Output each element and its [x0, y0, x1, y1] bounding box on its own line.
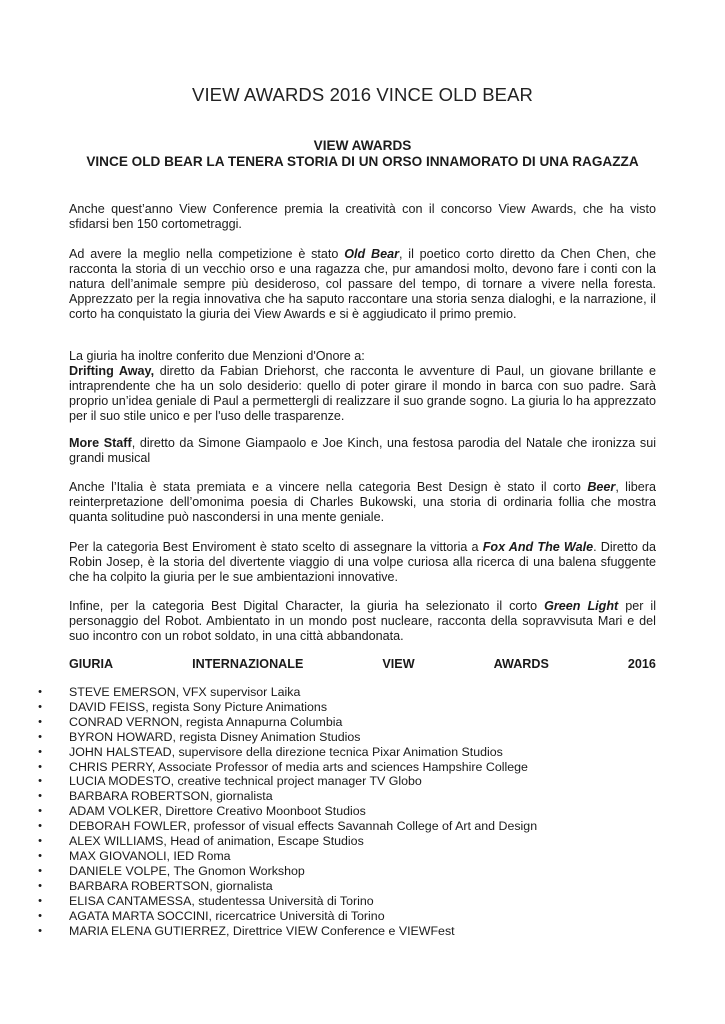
film-title-green-light: Green Light — [544, 599, 619, 613]
bullet-icon: • — [38, 864, 42, 877]
paragraph-intro — [69, 202, 656, 232]
jury-member: ALEX WILLIAMS, Head of animation, Escape Studios — [69, 834, 364, 849]
bullet-icon: • — [38, 820, 42, 833]
bullet-icon: • — [38, 894, 42, 907]
paragraph-best-environment — [69, 540, 656, 585]
jury-member: MAX GIOVANOLI, IED Roma — [69, 848, 231, 863]
film-title-drifting-away: Drifting Away, — [69, 364, 155, 379]
jury-member: DEBORAH FOWLER, professor of visual effects Savannah College of Art and Design — [69, 819, 538, 834]
subtitle-headline: VINCE OLD BEAR LA TENERA STORIA DI UN ORSO INNAMORATO DI UNA RAGAZZA — [86, 154, 639, 169]
paragraph-best-digital-character — [69, 599, 656, 644]
list-item — [35, 849, 537, 864]
film-title-fox-and-the-wale: Fox And The Wale — [482, 540, 594, 554]
list-item — [35, 760, 537, 775]
bullet-icon: • — [38, 775, 42, 788]
list-item — [35, 789, 537, 804]
list-item — [35, 715, 537, 730]
jury-member: ADAM VOLKER, Direttore Creativo Moonboot Studios — [69, 804, 366, 819]
page-title: VIEW AWARDS 2016 VINCE OLD BEAR — [192, 84, 533, 105]
jury-heading-word: INTERNAZIONALE — [192, 657, 304, 671]
jury-member: ELISA CANTAMESSA, studentessa Università di Torino — [69, 893, 374, 908]
bullet-icon: • — [38, 745, 42, 758]
bullet-icon: • — [38, 700, 42, 713]
bullet-icon: • — [38, 909, 42, 922]
paragraph-text: , diretto da Simone Giampaolo e Joe Kinch, una festosa parodia del Natale che ironizza sui grandi musical — [69, 436, 657, 466]
list-item — [35, 804, 537, 819]
paragraph-best-design — [69, 480, 656, 525]
list-item — [35, 819, 537, 834]
paragraph-text: Anche l’Italia è stata premiata e a vincere nella categoria Best Design è stato il corto — [69, 480, 588, 494]
jury-member: LUCIA MODESTO, creative technical project manager TV Globo — [69, 774, 422, 789]
paragraph-text: Infine, per la categoria Best Digital Character, la giuria ha selezionato il corto — [69, 599, 545, 613]
list-item — [35, 730, 537, 745]
bullet-icon: • — [38, 790, 42, 803]
jury-member: BYRON HOWARD, regista Disney Animation Studios — [69, 729, 361, 744]
list-item — [35, 924, 537, 939]
list-item — [35, 700, 537, 715]
list-item — [35, 834, 537, 849]
jury-member: CHRIS PERRY, Associate Professor of media arts and sciences Hampshire College — [69, 759, 528, 774]
paragraph-text: per il personaggio del Robot. Ambientato in un mondo post nucleare, racconta della sopravvisuta Mari e del suo incontro con un robot soldato, in una città abbandonata. — [69, 599, 656, 644]
jury-heading-word: VIEW — [382, 657, 415, 671]
paragraph-text: , il poetico corto diretto da Chen Chen, che racconta la storia di un vecchio orso e una ragazza che, pur amandosi molto, devono fare i conti con la natura dell’animale sempre più desideroso, col passare del tempo, di tornare a vivere nella foresta. Apprezzato per la regia innovativa che ha saputo raccontare una storia senza dialoghi, e la narrazione, il corto ha conquistato la giuria dei View Awards e si è aggiudicato il primo premio. — [69, 247, 656, 322]
film-title-beer: Beer — [587, 480, 616, 494]
jury-heading — [69, 657, 656, 671]
paragraph-text: Per la categoria Best Enviroment è stato scelto di assegnare la vittoria a — [69, 540, 483, 554]
paragraph-text: Ad avere la meglio nella competizione è stato — [69, 247, 345, 261]
film-title-more-staff: More Staff — [69, 436, 132, 450]
paragraph-text: . Diretto da Robin Josep, è la storia del divertente viaggio di una volpe curiosa alla ricerca di una balena sfuggente che ha colpito la giuria per le sue ambientazioni innovative. — [69, 540, 656, 585]
paragraph-more-staff — [69, 436, 656, 466]
paragraph-text: La giuria ha inoltre conferito due Menzioni d'Onore a: — [69, 349, 365, 363]
bullet-icon: • — [38, 805, 42, 818]
jury-member: JOHN HALSTEAD, supervisore della direzione tecnica Pixar Animation Studios — [69, 744, 503, 759]
bullet-icon: • — [38, 730, 42, 743]
paragraph-intro-text: Anche quest’anno View Conference premia la creatività con il concorso View Awards, che ha visto sfidarsi ben 150 cortometraggi. — [69, 202, 656, 232]
paragraph-text: , libera reinterpretazione dell’omonima poesia di Charles Bukowski, una storia di ordinaria follia che mostra quanta solitudine può nascondersi in una mente geniale. — [69, 480, 656, 525]
bullet-icon: • — [38, 715, 42, 728]
list-item — [35, 894, 537, 909]
jury-member: AGATA MARTA SOCCINI, ricercatrice Università di Torino — [69, 908, 385, 923]
jury-member: BARBARA ROBERTSON, giornalista — [69, 789, 273, 804]
bullet-icon: • — [38, 760, 42, 773]
bullet-icon: • — [38, 849, 42, 862]
jury-member: BARBARA ROBERTSON, giornalista — [69, 878, 273, 893]
jury-member: STEVE EMERSON, VFX supervisor Laika — [69, 685, 301, 699]
bullet-icon: • — [38, 835, 42, 848]
list-item — [35, 745, 537, 760]
list-item — [35, 685, 537, 700]
jury-heading-word: AWARDS — [493, 657, 549, 671]
list-item — [35, 864, 537, 879]
jury-member: CONRAD VERNON, regista Annapurna Columbia — [69, 714, 343, 729]
list-item — [35, 909, 537, 924]
bullet-icon: • — [38, 924, 42, 937]
jury-member: MARIA ELENA GUTIERREZ, Direttrice VIEW Conference e VIEWFest — [69, 923, 455, 938]
jury-list — [35, 685, 537, 938]
paragraph-old-bear — [69, 247, 656, 322]
jury-heading-word: GIURIA — [69, 657, 114, 671]
list-item — [35, 879, 537, 894]
film-title-old-bear: Old Bear — [344, 247, 399, 261]
subtitle-view-awards: VIEW AWARDS — [313, 138, 412, 153]
bullet-icon: • — [38, 879, 42, 892]
paragraph-text: diretto da Fabian Driehorst, che racconta le avventure di Paul, un giovane brillante e intraprendente che ha un solo desiderio: quello di poter girare il mondo in barca con suo padre. Sarà proprio un’idea geniale di Paul a permettergli di realizzare il suo grande sogno. La giuria lo ha apprezzato per il suo stile unico e per l'uso delle trasparenze. — [69, 364, 656, 424]
jury-heading-word: 2016 — [627, 657, 656, 671]
paragraph-honorable-mentions — [69, 349, 656, 424]
list-item — [35, 774, 537, 789]
bullet-icon: • — [38, 686, 42, 698]
jury-member: DAVID FEISS, regista Sony Picture Animations — [69, 699, 328, 714]
jury-member: DANIELE VOLPE, The Gnomon Workshop — [69, 863, 305, 878]
